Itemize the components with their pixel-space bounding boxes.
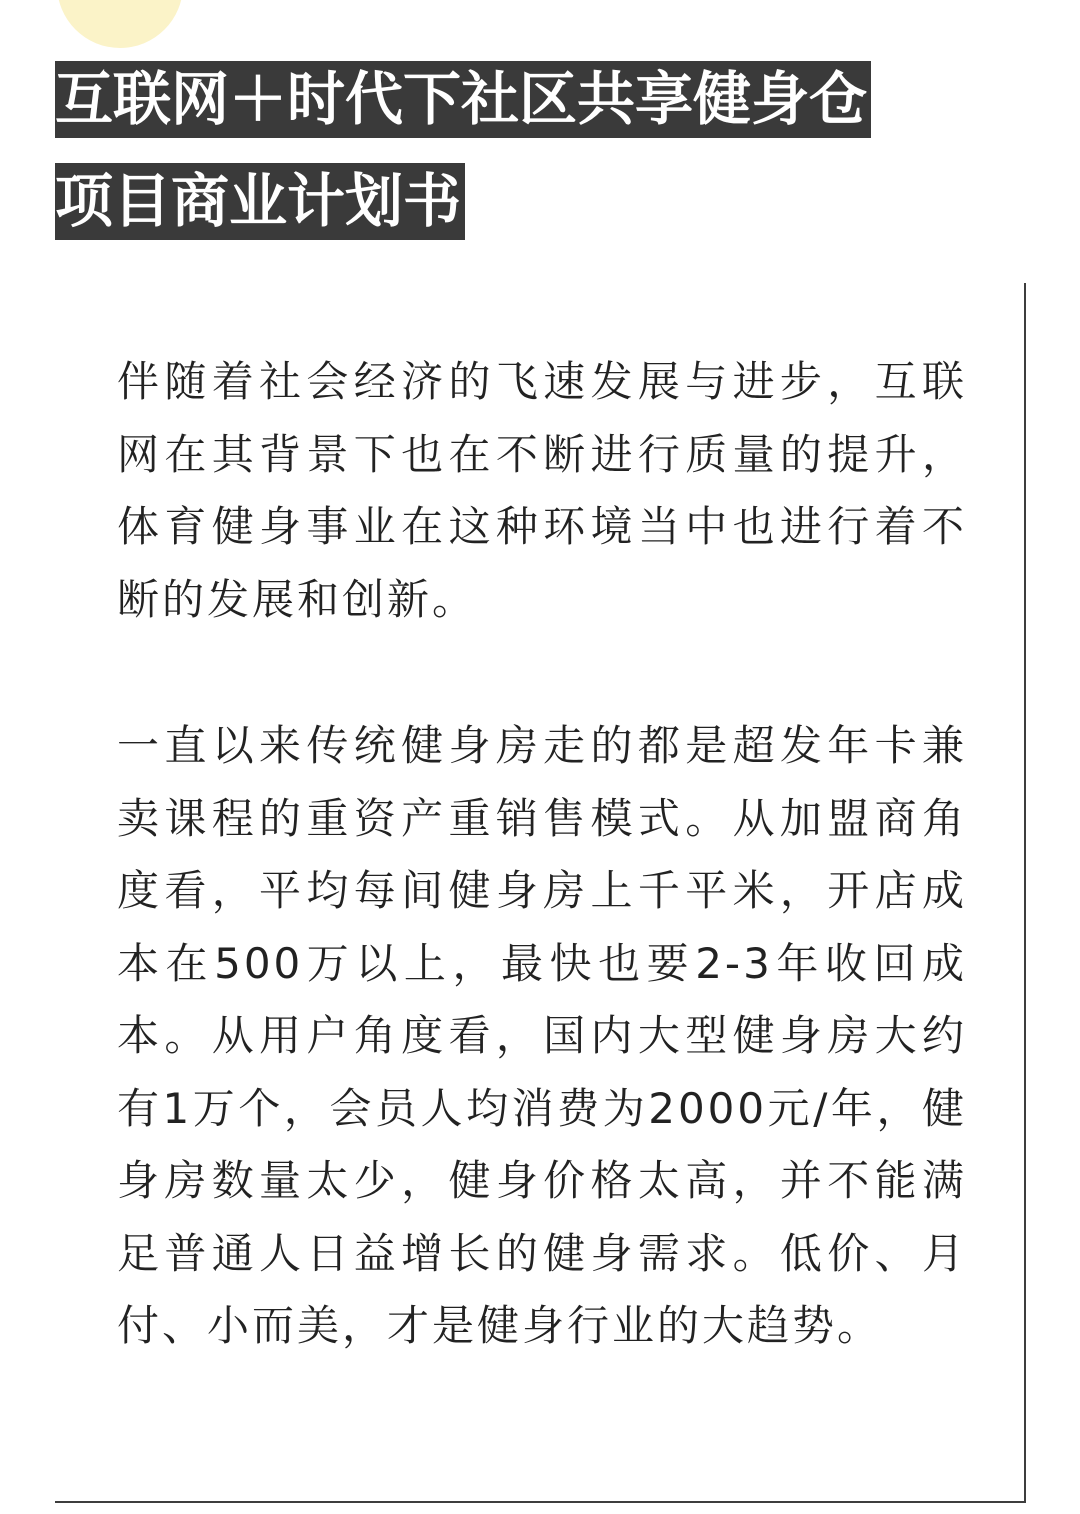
body-paragraph-2: 一直以来传统健身房走的都是超发年卡兼卖课程的重资产重销售模式。从加盟商角度看，平均每间健身房上千平米，开店成本在500万以上，最快也要2-3年收回成本。从用户角度看，国内大型健身房大约有1万个，会员人均消费为2000元/年，健身房数量太少，健身价格太高，并不能满足普通人日益增长的健身需求。低价、月付、小而美，才是健身行业的大趋势。: [117, 721, 967, 1350]
decorative-circle: [57, 0, 183, 48]
page-title-line-1: 互联网＋时代下社区共享健身仓: [55, 61, 871, 138]
body-paragraph-1: 伴随着社会经济的飞速发展与进步，互联网在其背景下也在不断进行质量的提升，体育健身事业在这种环境当中也进行着不断的发展和创新。: [117, 357, 967, 624]
page-title-line-2: 项目商业计划书: [55, 163, 465, 240]
frame-border-right: [1024, 283, 1026, 1503]
frame-border-bottom: [55, 1501, 1026, 1503]
